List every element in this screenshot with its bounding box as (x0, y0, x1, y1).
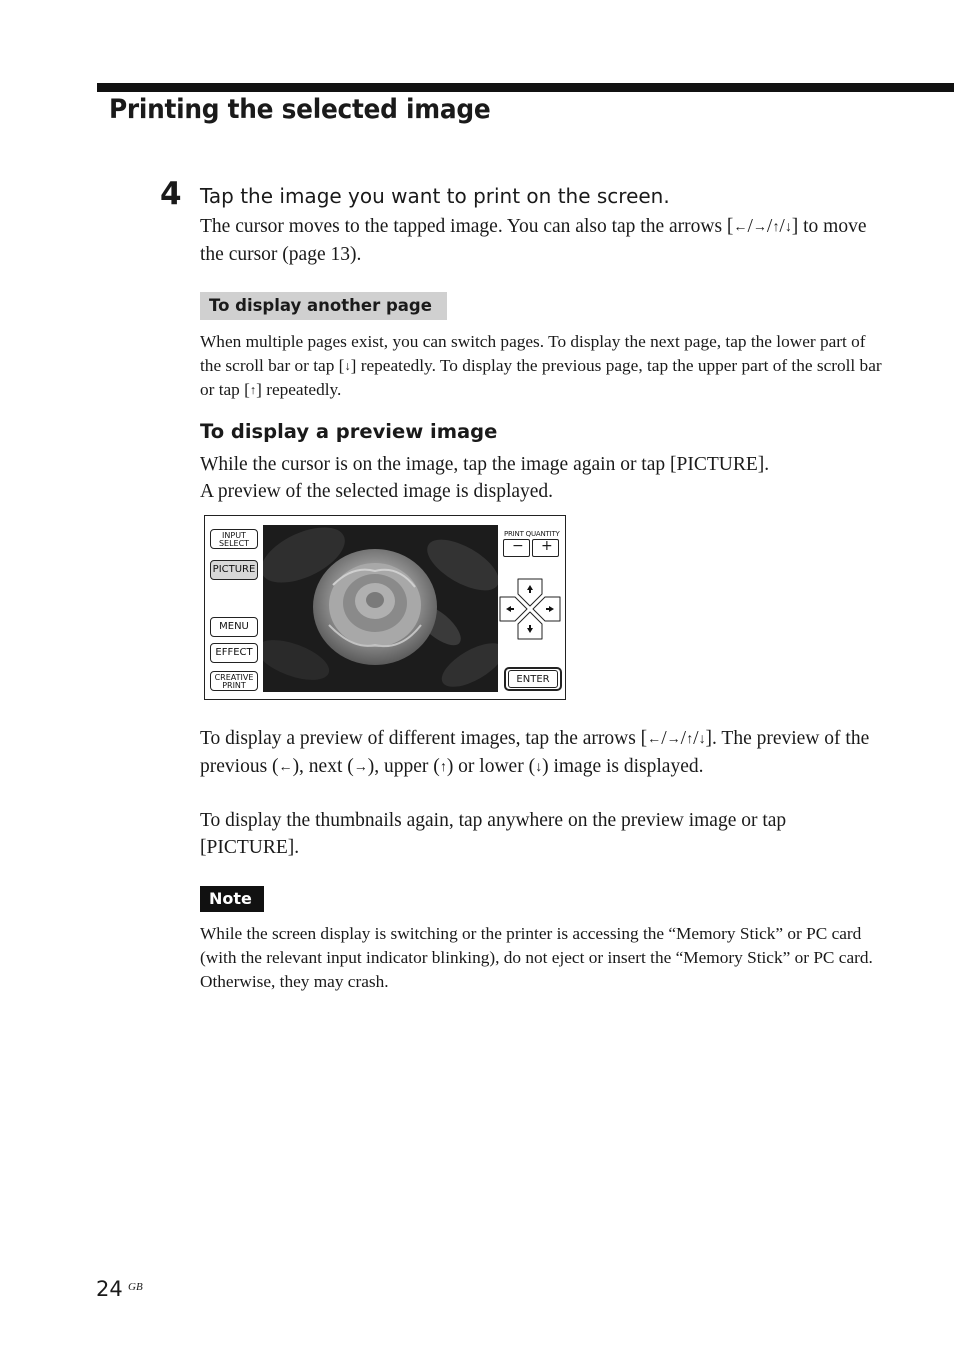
up-arrow-icon: ↑ (249, 383, 257, 398)
step-body (200, 213, 890, 268)
down-arrow-icon: ↓ (535, 758, 543, 775)
creative-print-button[interactable] (210, 671, 258, 691)
another-page-text: ] repeatedly. To display the previous page, tap the upper part of the scroll bar or tap [ (200, 356, 882, 400)
navigate-text: ), next ( (292, 755, 354, 777)
another-page-text: ] repeatedly. (256, 380, 342, 400)
input-select-button[interactable] (210, 529, 258, 549)
section-rule (97, 83, 954, 92)
menu-button[interactable]: MENU (210, 617, 258, 637)
preview-heading: To display a preview image (200, 420, 498, 443)
camellia-photo[interactable] (263, 525, 498, 692)
left-arrow-icon: ← (647, 730, 662, 747)
preview-line: While the cursor is on the image, tap the image again or tap [PICTURE]. (200, 454, 770, 475)
another-page-body (200, 330, 890, 402)
thumbnails-text: To display the thumbnails again, tap anywhere on the preview image or tap [PICTURE]. (200, 810, 787, 858)
step-number: 4 (160, 176, 182, 212)
direction-pad (499, 578, 561, 640)
minus-icon: − (512, 538, 524, 554)
down-arrow-icon: ↓ (784, 218, 792, 235)
creative-print-label: CREATIVE (214, 673, 254, 682)
creative-print-label: PRINT (222, 681, 246, 690)
page-region: GB (128, 1281, 143, 1293)
navigate-text: ) image is displayed. (542, 755, 704, 777)
navigate-text: ]. The preview of the previous ( (200, 728, 870, 777)
up-arrow-icon: ↑ (772, 218, 780, 235)
note-body: While the screen display is switching or the printer is accessing the “Memory Stick” or PC card (with the relevant input indicator blinking), do not eject or insert the “Memory Stick” or PC card. Otherwise, they may crash. (200, 924, 873, 991)
note-label-text: Note (209, 889, 252, 908)
note-label (200, 886, 264, 912)
navigate-text: ) or lower ( (446, 755, 536, 777)
right-arrow-icon: → (666, 730, 681, 747)
preview-line: A preview of the selected image is displayed. (200, 481, 554, 502)
quantity-minus-button[interactable] (503, 539, 530, 557)
down-arrow-icon: ↓ (344, 359, 351, 374)
down-arrow-icon: ↓ (698, 730, 706, 747)
up-arrow-icon: ↑ (439, 758, 447, 775)
slash: / (747, 216, 753, 237)
navigate-preview-text (200, 725, 890, 781)
preview-body (200, 451, 890, 505)
another-page-heading-text: To display another page (209, 296, 432, 315)
input-select-label: INPUT (222, 531, 246, 540)
section-title: Printing the selected image (109, 94, 491, 125)
left-arrow-icon: ← (733, 218, 748, 235)
printer-screen-illustration (204, 515, 566, 700)
quantity-plus-button[interactable] (532, 539, 559, 557)
slash: / (693, 728, 699, 749)
plus-icon: + (541, 538, 553, 554)
slash: / (680, 728, 687, 749)
right-arrow-icon: → (353, 758, 368, 775)
navigate-text: ), upper ( (367, 755, 440, 777)
page-number: 24 (96, 1277, 123, 1301)
enter-button[interactable] (504, 667, 562, 691)
slash: / (661, 728, 667, 749)
picture-button[interactable]: PICTURE (210, 560, 258, 580)
right-arrow-icon: → (752, 218, 767, 235)
navigate-text: To display a preview of different images, tap the arrows [ (200, 728, 648, 749)
step-heading: Tap the image you want to print on the screen. (200, 184, 670, 208)
enter-label: ENTER (508, 670, 558, 688)
effect-button[interactable]: EFFECT (210, 643, 258, 663)
step-body-text: The cursor moves to the tapped image. You can also tap the arrows [ (200, 216, 734, 237)
slash: / (779, 216, 785, 237)
print-quantity-label: PRINT QUANTITY (504, 530, 560, 538)
another-page-heading (200, 292, 447, 320)
input-select-label: SELECT (218, 539, 250, 548)
another-page-text: When multiple pages exist, you can switch pages. To display the next page, tap the lower part of the scroll bar or tap [ (200, 332, 866, 375)
up-arrow-icon: ↑ (686, 730, 694, 747)
left-arrow-icon: ← (278, 758, 293, 775)
slash: / (766, 216, 773, 237)
step-body-text-end: ] to move the cursor (page 13). (200, 216, 867, 265)
